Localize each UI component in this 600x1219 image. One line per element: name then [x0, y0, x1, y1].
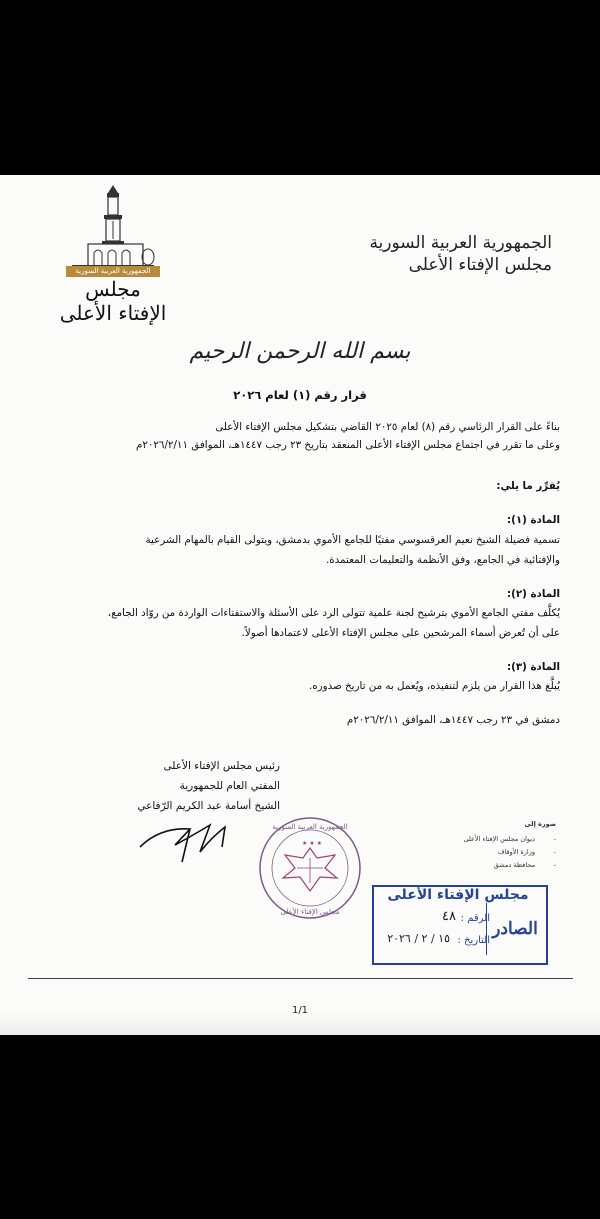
article-1-line-2: والإفتائية في الجامع، وفق الأنظمة والتعليمات المعتمدة.	[325, 554, 560, 566]
article-2-title: المادة (٢):	[507, 588, 560, 600]
signature-icon	[130, 807, 250, 867]
copy-to-marker-3: -	[553, 861, 556, 869]
stamp-date-value: ١٥ / ٢ / ٢٠٢٦	[387, 932, 450, 945]
copy-to-recipient-1: ديوان مجلس الإفتاء الأعلى	[463, 835, 535, 843]
decides-heading: يُقرِّر ما يلي:	[496, 480, 560, 492]
signatory-title-2: المفتي العام للجمهورية	[179, 780, 280, 792]
stamp-date-label: التاريخ :	[457, 935, 490, 946]
header-republic: الجمهورية العربية السورية	[369, 233, 552, 253]
copy-to-marker-2: -	[553, 848, 556, 856]
article-2-line-1: يُكلَّف مفتي الجامع الأموي بترشيح لجنة علمية تتولى الرد على الأسئلة والاستفتاءات الواردة من روّاد الجامع،	[107, 607, 560, 619]
article-3-title: المادة (٣):	[507, 661, 560, 673]
signatory-name: الشيخ أسامة عبد الكريم الرّفاعي	[137, 800, 280, 812]
copy-to-marker-1: -	[553, 835, 556, 843]
seal-text-bottom: مجلس الإفتاء الأعلى	[280, 908, 340, 916]
footer-divider	[28, 978, 573, 979]
document-page	[0, 175, 600, 1035]
article-3-line-1: يُبلَّغ هذا القرار من يلزم لتنفيذه، ويُعمل به من تاريخ صدوره.	[308, 680, 560, 692]
article-2-line-2: على أن تُعرض أسماء المرشحين على مجلس الإفتاء الأعلى لاعتمادها أصولاً.	[241, 627, 560, 639]
article-1-title: المادة (١):	[507, 514, 560, 526]
stamp-title: مجلس الإفتاء الأعلى	[387, 887, 529, 903]
preamble-line-2: وعلى ما تقرر في اجتماع مجلس الإفتاء الأعلى المنعقد بتاريخ ٢٣ رجب ١٤٤٧هـ، الموافق ٢٠٢٦/٢/١١م	[135, 439, 560, 451]
basmala: بسم الله الرحمن الرحيم	[189, 339, 411, 364]
seal-text-top: الجمهورية العربية السورية	[272, 823, 348, 831]
preamble-line-1: بناءً على القرار الرئاسي رقم (٨) لعام ٢٠٢٥ القاضي بتشكيل مجلس الإفتاء الأعلى	[215, 421, 560, 433]
svg-text:★ ★ ★: ★ ★ ★	[302, 840, 322, 847]
signatory-title-1: رئيس مجلس الإفتاء الأعلى	[163, 760, 280, 772]
page-number: 1/1	[291, 1005, 309, 1016]
header-council: مجلس الإفتاء الأعلى	[408, 255, 552, 275]
stamp-side-label: الصادر	[486, 903, 543, 955]
logo-text: مجلس الإفتاء الأعلى	[59, 277, 167, 325]
article-1-line-1: تسمية فضيلة الشيخ نعيم العرقسوسي مفتيًا للجامع الأموي بدمشق، ويتولى القيام بالمهام الشرعية	[145, 534, 560, 546]
decision-title: قرار رقم (١) لعام ٢٠٢٦	[233, 388, 367, 402]
copy-to-recipient-3: محافظة دمشق	[493, 861, 535, 869]
place-date: دمشق في ٢٣ رجب ١٤٤٧هـ، الموافق ٢٠٢٦/٢/١١م	[346, 714, 560, 726]
logo-banner: الجمهورية العربية السورية	[66, 266, 160, 277]
stamp-number-value: ٤٨	[442, 909, 456, 924]
copy-to-recipient-2: وزارة الأوقاف	[497, 848, 535, 856]
copy-to-label: صورة إلى	[524, 820, 556, 828]
stamp-number-label: الرقم :	[460, 913, 490, 924]
